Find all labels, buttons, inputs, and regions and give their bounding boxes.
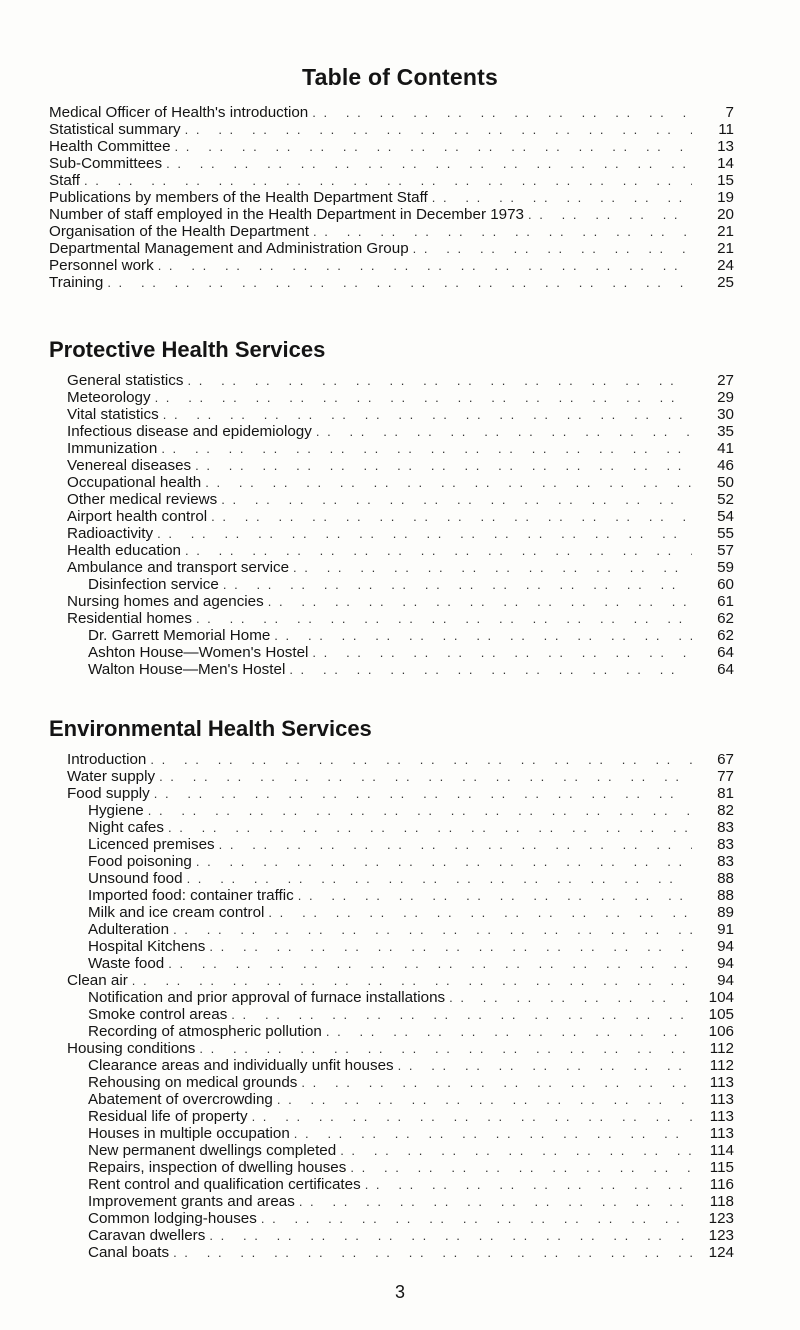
toc-entry [0,274,800,291]
dot-leader [187,870,692,887]
toc-entry-label: Meteorology [67,389,151,406]
toc-entry-page: 15 [717,172,734,189]
dot-leader [195,457,692,474]
toc-entry-label: Hygiene [88,802,144,819]
toc-entry-label: Caravan dwellers [88,1227,206,1244]
toc-entry-page: 83 [717,836,734,853]
dot-leader [252,1108,692,1125]
toc-entry-label: Training [49,274,104,291]
toc-entry-page: 105 [708,1006,734,1023]
toc-entry-label: Other medical reviews [67,491,218,508]
dot-leader [219,836,692,853]
toc-entry-page: 106 [708,1023,734,1040]
toc-entry [0,819,800,836]
toc-entry [0,474,800,491]
toc-entry-page: 113 [709,1074,734,1091]
toc-entry [0,155,800,172]
toc-entry [0,1023,800,1040]
toc-entry-label: Venereal diseases [67,457,192,474]
dot-leader [413,240,692,257]
toc-entry-page: 62 [717,610,734,627]
toc-entry-label: Ambulance and transport service [67,559,290,576]
toc-entry-page: 113 [709,1108,734,1125]
toc-entry [0,1176,800,1193]
toc-entry [0,610,800,627]
toc-entry-label: Notification and prior approval of furnace installations [88,989,446,1006]
toc-entry-page: 81 [717,785,734,802]
toc-entry-label: Unsound food [88,870,183,887]
toc-entry-label: Walton House—Men's Hostel [88,661,286,678]
toc-entry-label: Adulteration [88,921,170,938]
toc-entry [0,768,800,785]
toc-entry [0,1074,800,1091]
page-number: 3 [394,1282,405,1302]
toc-entry-label: Sub-Committees [49,155,163,172]
toc-entry-label: Departmental Management and Administration Group [49,240,409,257]
toc-entry [0,406,800,423]
toc-entry-page: 113 [709,1125,734,1142]
dot-leader [205,474,692,491]
toc-entry-label: Residual life of property [88,1108,248,1125]
dot-leader [312,104,692,121]
toc-entry-label: Residential homes [67,610,192,627]
dot-leader [223,576,692,593]
section-heading-protective: Protective Health Services [49,337,326,362]
dot-leader [107,274,692,291]
toc-entry-label: Repairs, inspection of dwelling houses [88,1159,347,1176]
toc-entry-label: Disinfection service [88,576,219,593]
toc-entry [0,121,800,138]
toc-environmental [0,751,800,1261]
dot-leader [289,661,692,678]
dot-leader [150,751,692,768]
toc-entry-page: 20 [717,206,734,223]
toc-entry-page: 83 [717,853,734,870]
toc-entry [0,1142,800,1159]
toc-entry [0,836,800,853]
toc-entry-label: Statistical summary [49,121,181,138]
toc-entry-label: Recording of atmospheric pollution [88,1023,322,1040]
toc-entry [0,576,800,593]
toc-entry-label: Organisation of the Health Department [49,223,310,240]
dot-leader [185,542,692,559]
toc-entry-label: Food poisoning [88,853,192,870]
toc-entry [0,627,800,644]
toc-entry-label: Clearance areas and individually unfit houses [88,1057,394,1074]
dot-leader [84,172,692,189]
toc-entry [0,938,800,955]
toc-entry-label: Immunization [67,440,158,457]
toc-entry [0,189,800,206]
dot-leader [326,1023,692,1040]
toc-entry [0,372,800,389]
toc-entry [0,904,800,921]
dot-leader [132,972,692,989]
dot-leader [274,627,692,644]
dot-leader [187,372,692,389]
toc-entry-label: General statistics [67,372,184,389]
toc-entry-label: Water supply [67,768,156,785]
toc-entry [0,457,800,474]
toc-entry [0,440,800,457]
toc-entry-label: Vital statistics [67,406,159,423]
toc-entry-label: Milk and ice cream control [88,904,265,921]
toc-entry-page: 94 [717,938,734,955]
toc-entry [0,870,800,887]
toc-entry-page: 29 [717,389,734,406]
toc-entry [0,802,800,819]
dot-leader [175,138,692,155]
toc-entry-page: 50 [717,474,734,491]
toc-entry-page: 64 [717,644,734,661]
toc-entry [0,542,800,559]
toc-entry [0,921,800,938]
section-heading-environmental: Environmental Health Services [49,716,372,741]
toc-entry-page: 41 [717,440,734,457]
toc-entry [0,206,800,223]
toc-entry-page: 19 [717,189,734,206]
toc-entry-label: Dr. Garrett Memorial Home [88,627,271,644]
toc-entry-label: Occupational health [67,474,202,491]
toc-entry-label: Licenced premises [88,836,215,853]
toc-entry-label: Number of staff employed in the Health Department in December 1973 [49,206,525,223]
toc-entry [0,887,800,904]
toc-entry-page: 124 [708,1244,734,1261]
toc-entry-label: Improvement grants and areas [88,1193,295,1210]
toc-entry [0,1193,800,1210]
toc-entry [0,389,800,406]
toc-entry-label: Staff [49,172,80,189]
toc-entry-page: 89 [717,904,734,921]
toc-entry-page: 13 [717,138,734,155]
toc-entry-label: Introduction [67,751,147,768]
toc-entry-page: 21 [717,240,734,257]
dot-leader [166,155,692,172]
dot-leader [294,1125,692,1142]
toc-entry-label: Publications by members of the Health Department Staff [49,189,428,206]
dot-leader [449,989,692,1006]
dot-leader [350,1159,692,1176]
toc-entry [0,972,800,989]
toc-entry [0,1091,800,1108]
toc-entry [0,1159,800,1176]
toc-entry-label: Radioactivity [67,525,154,542]
toc-entry [0,525,800,542]
dot-leader [148,802,692,819]
toc-entry-page: 30 [717,406,734,423]
toc-entry-page: 35 [717,423,734,440]
toc-entry-label: Health education [67,542,181,559]
toc-entry-page: 94 [717,955,734,972]
dot-leader [528,206,692,223]
toc-protective [0,372,800,678]
toc-entry-page: 62 [717,627,734,644]
toc-entry [0,138,800,155]
dot-leader [161,440,692,457]
toc-entry [0,1210,800,1227]
toc-entry-page: 61 [717,593,734,610]
toc-entry-page: 77 [717,768,734,785]
toc-entry-label: Common lodging-houses [88,1210,257,1227]
toc-entry [0,1244,800,1261]
toc-entry-page: 52 [717,491,734,508]
toc-entry [0,785,800,802]
dot-leader [199,1040,692,1057]
dot-leader [168,955,692,972]
dot-leader [312,644,692,661]
toc-entry-page: 112 [709,1040,734,1057]
toc-entry-page: 94 [717,972,734,989]
toc-entry [0,240,800,257]
toc-entry [0,1125,800,1142]
dot-leader [340,1142,692,1159]
toc-entry [0,559,800,576]
dot-leader [158,257,692,274]
toc-entry-label: Canal boats [88,1244,170,1261]
toc-entry [0,955,800,972]
toc-entry-label: Nursing homes and agencies [67,593,264,610]
toc-entry-page: 114 [709,1142,734,1159]
toc-entry-page: 60 [717,576,734,593]
toc-entry-label: Abatement of overcrowding [88,1091,273,1108]
dot-leader [313,223,692,240]
dot-leader [209,1227,692,1244]
dot-leader [221,491,692,508]
toc-entry-page: 64 [717,661,734,678]
dot-leader [209,938,692,955]
toc-entry [0,593,800,610]
toc-entry-label: Rent control and qualification certificates [88,1176,361,1193]
dot-leader [298,887,692,904]
toc-entry-page: 14 [717,155,734,172]
dot-leader [185,121,692,138]
toc-entry-page: 54 [717,508,734,525]
toc-entry-page: 118 [709,1193,734,1210]
toc-entry-label: Night cafes [88,819,164,836]
dot-leader [196,853,692,870]
dot-leader [277,1091,692,1108]
toc-entry-page: 123 [708,1210,734,1227]
dot-leader [163,406,692,423]
toc-entry [0,989,800,1006]
toc-entry-label: Clean air [67,972,128,989]
toc-entry-label: Hospital Kitchens [88,938,206,955]
toc-entry-page: 67 [717,751,734,768]
toc-entry-page: 123 [708,1227,734,1244]
toc-entry-label: Smoke control areas [88,1006,228,1023]
toc-entry [0,508,800,525]
toc-entry [0,1108,800,1125]
toc-entry-label: Rehousing on medical grounds [88,1074,298,1091]
toc-entry-page: 115 [709,1159,734,1176]
toc-entry-page: 7 [725,104,734,121]
toc-entry-page: 59 [717,559,734,576]
dot-leader [168,819,692,836]
dot-leader [157,525,692,542]
dot-leader [299,1193,692,1210]
toc-entry [0,423,800,440]
toc-entry [0,1057,800,1074]
toc-entry-page: 116 [709,1176,734,1193]
toc-entry-page: 11 [718,121,734,138]
dot-leader [432,189,692,206]
toc-entry-page: 27 [717,372,734,389]
toc-entry-label: Infectious disease and epidemiology [67,423,312,440]
toc-entry-label: Personnel work [49,257,154,274]
toc-entry [0,661,800,678]
toc-entry [0,172,800,189]
toc-entry [0,104,800,121]
toc-entry-page: 24 [717,257,734,274]
toc-entry-label: New permanent dwellings completed [88,1142,337,1159]
toc-entry-page: 57 [717,542,734,559]
dot-leader [261,1210,692,1227]
toc-entry-label: Medical Officer of Health's introduction [49,104,309,121]
dot-leader [159,768,692,785]
toc-entry [0,853,800,870]
toc-entry-page: 46 [717,457,734,474]
toc-entry-page: 21 [717,223,734,240]
toc-entry-page: 83 [717,819,734,836]
dot-leader [301,1074,692,1091]
toc-entry-page: 113 [709,1091,734,1108]
toc-entry-label: Waste food [88,955,165,972]
toc-entry-page: 88 [717,870,734,887]
toc-entry-page: 55 [717,525,734,542]
toc-entry-page: 91 [717,921,734,938]
dot-leader [268,904,692,921]
toc-entry-page: 104 [708,989,734,1006]
toc-entry [0,491,800,508]
dot-leader [316,423,692,440]
dot-leader [155,389,692,406]
toc-entry [0,223,800,240]
dot-leader [173,1244,692,1261]
toc-entry-page: 82 [717,802,734,819]
page-title: Table of Contents [302,64,498,90]
toc-entry [0,644,800,661]
dot-leader [365,1176,692,1193]
dot-leader [398,1057,692,1074]
toc-entry-label: Imported food: container traffic [88,887,294,904]
toc-entry-label: Houses in multiple occupation [88,1125,290,1142]
toc-entry [0,1040,800,1057]
toc-entry-label: Food supply [67,785,150,802]
toc-entry-label: Housing conditions [67,1040,196,1057]
toc-entry-page: 88 [717,887,734,904]
dot-leader [173,921,692,938]
dot-leader [154,785,692,802]
toc-entry-page: 25 [717,274,734,291]
toc-entry [0,751,800,768]
toc-general [0,104,800,291]
toc-entry [0,1227,800,1244]
toc-entry [0,1006,800,1023]
dot-leader [196,610,692,627]
toc-entry-label: Ashton House—Women's Hostel [88,644,309,661]
dot-leader [211,508,692,525]
dot-leader [293,559,692,576]
dot-leader [231,1006,692,1023]
dot-leader [268,593,692,610]
toc-entry-label: Airport health control [67,508,208,525]
toc-entry-label: Health Committee [49,138,171,155]
toc-entry-page: 112 [709,1057,734,1074]
toc-entry [0,257,800,274]
